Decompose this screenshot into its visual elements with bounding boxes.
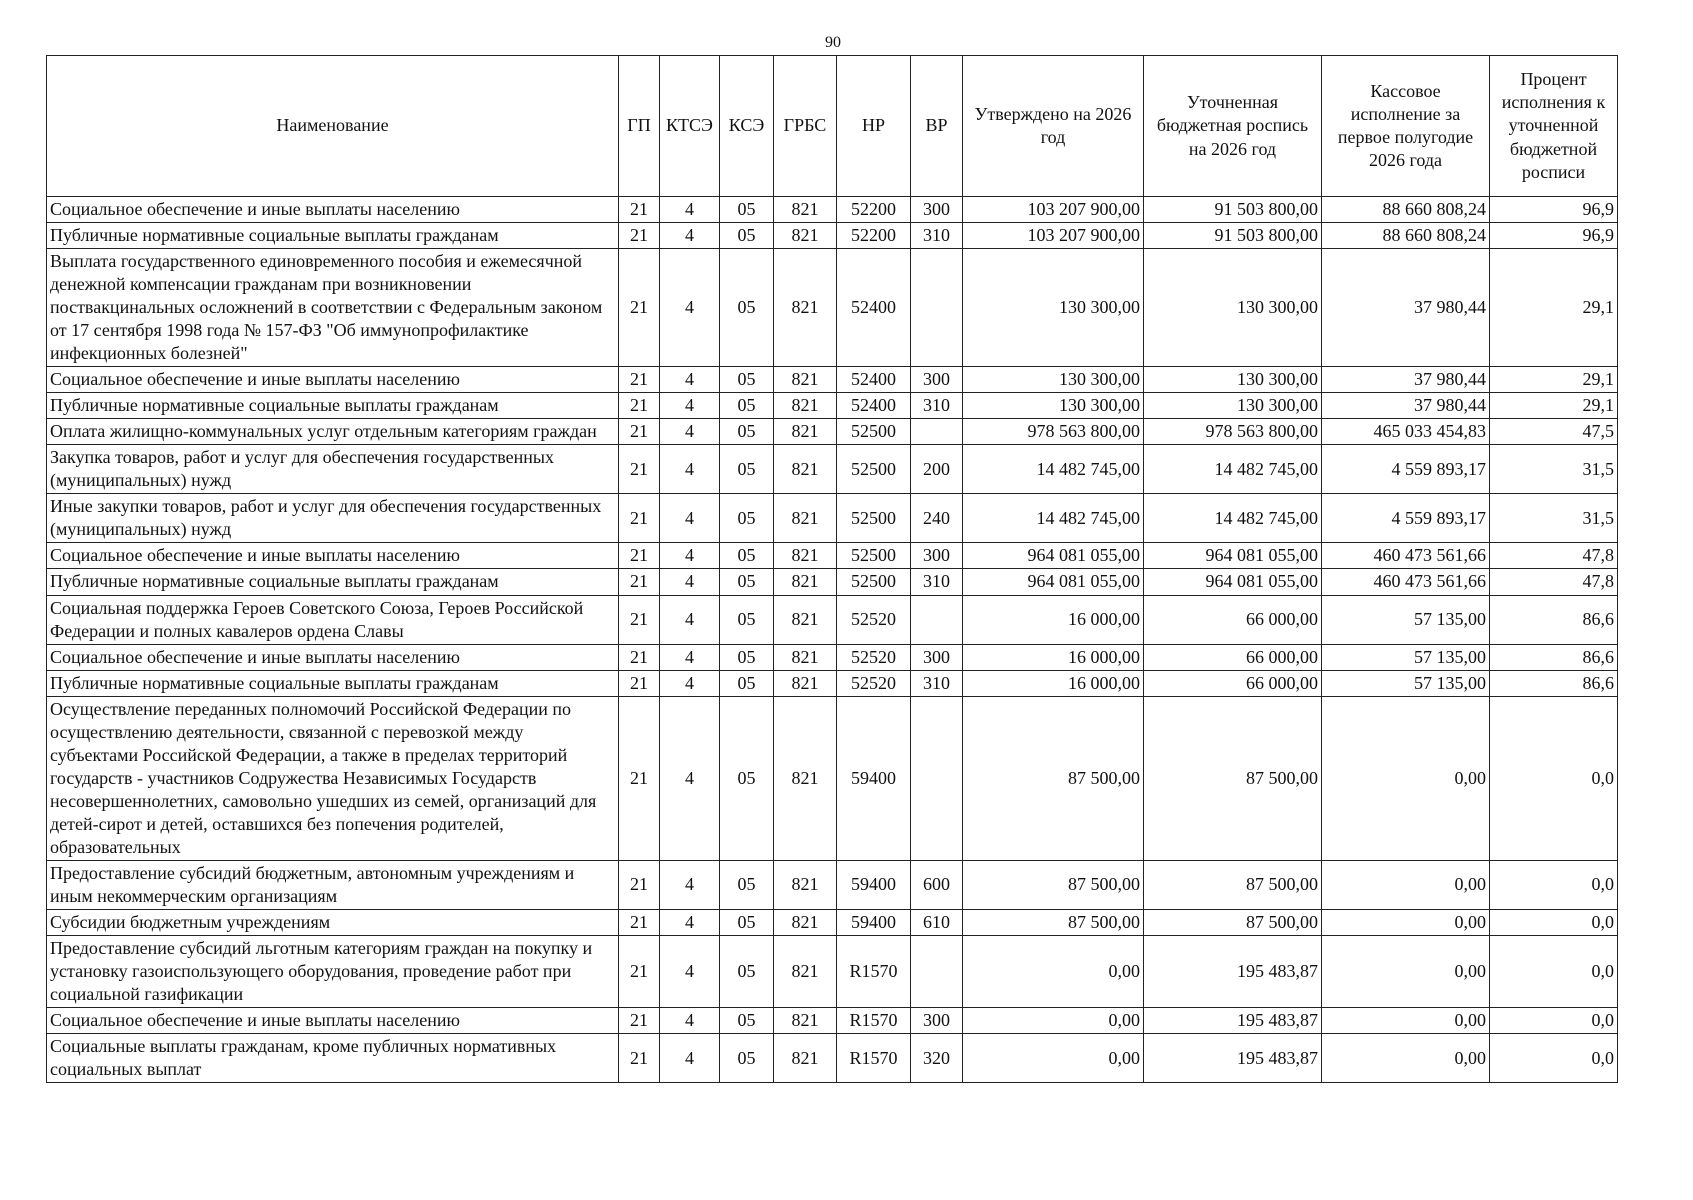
cell-name: Публичные нормативные социальные выплаты гражданам [47, 223, 619, 249]
cell-name: Социальное обеспечение и иные выплаты населению [47, 197, 619, 223]
cell-ktse: 4 [660, 543, 720, 569]
header-kse: КСЭ [720, 56, 774, 197]
cell-grbs: 821 [774, 543, 837, 569]
cell-cash: 37 980,44 [1322, 393, 1490, 419]
cell-nr: R1570 [837, 1008, 911, 1034]
table-row [47, 543, 1618, 569]
cell-percent: 29,1 [1490, 393, 1618, 419]
cell-cash: 0,00 [1322, 935, 1490, 1007]
cell-approved: 0,00 [963, 1008, 1144, 1034]
cell-approved: 87 500,00 [963, 860, 1144, 909]
table-row [47, 494, 1618, 543]
cell-name: Социальные выплаты гражданам, кроме публичных нормативных социальных выплат [47, 1034, 619, 1083]
cell-vr: 310 [911, 569, 963, 595]
cell-refined: 14 482 745,00 [1144, 445, 1322, 494]
cell-grbs: 821 [774, 223, 837, 249]
table-row [47, 644, 1618, 670]
cell-approved: 14 482 745,00 [963, 494, 1144, 543]
cell-nr: 52520 [837, 670, 911, 696]
cell-cash: 0,00 [1322, 1008, 1490, 1034]
cell-vr: 300 [911, 644, 963, 670]
cell-grbs: 821 [774, 367, 837, 393]
cell-ktse: 4 [660, 860, 720, 909]
table-row [47, 445, 1618, 494]
cell-vr: 300 [911, 1008, 963, 1034]
cell-percent: 0,0 [1490, 935, 1618, 1007]
table-row [47, 935, 1618, 1007]
cell-kse: 05 [720, 909, 774, 935]
cell-name: Социальное обеспечение и иные выплаты населению [47, 367, 619, 393]
cell-kse: 05 [720, 393, 774, 419]
table-row [47, 1008, 1618, 1034]
cell-approved: 0,00 [963, 935, 1144, 1007]
cell-grbs: 821 [774, 935, 837, 1007]
cell-grbs: 821 [774, 670, 837, 696]
cell-name: Оплата жилищно-коммунальных услуг отдельным категориям граждан [47, 419, 619, 445]
cell-nr: 59400 [837, 909, 911, 935]
cell-ktse: 4 [660, 909, 720, 935]
cell-ktse: 4 [660, 644, 720, 670]
cell-kse: 05 [720, 1034, 774, 1083]
cell-vr: 200 [911, 445, 963, 494]
cell-refined: 195 483,87 [1144, 935, 1322, 1007]
cell-name: Публичные нормативные социальные выплаты гражданам [47, 569, 619, 595]
header-grbs: ГРБС [774, 56, 837, 197]
cell-refined: 66 000,00 [1144, 670, 1322, 696]
table-row [47, 367, 1618, 393]
cell-ktse: 4 [660, 1008, 720, 1034]
cell-ktse: 4 [660, 696, 720, 860]
table-row [47, 1034, 1618, 1083]
cell-kse: 05 [720, 935, 774, 1007]
cell-nr: 52200 [837, 223, 911, 249]
cell-cash: 0,00 [1322, 909, 1490, 935]
cell-kse: 05 [720, 860, 774, 909]
cell-cash: 88 660 808,24 [1322, 223, 1490, 249]
cell-name: Социальная поддержка Героев Советского Союза, Героев Российской Федерации и полных кавалеров ордена Славы [47, 595, 619, 644]
cell-kse: 05 [720, 543, 774, 569]
cell-percent: 0,0 [1490, 860, 1618, 909]
cell-approved: 130 300,00 [963, 393, 1144, 419]
cell-gp: 21 [619, 644, 660, 670]
cell-approved: 964 081 055,00 [963, 543, 1144, 569]
cell-grbs: 821 [774, 494, 837, 543]
cell-grbs: 821 [774, 197, 837, 223]
cell-name: Предоставление субсидий бюджетным, автономным учреждениям и иным некоммерческим организациям [47, 860, 619, 909]
cell-name: Публичные нормативные социальные выплаты гражданам [47, 670, 619, 696]
cell-grbs: 821 [774, 445, 837, 494]
cell-name: Предоставление субсидий льготным категориям граждан на покупку и установку газоиспользующего оборудования, проведение работ при социальной газификации [47, 935, 619, 1007]
cell-refined: 87 500,00 [1144, 860, 1322, 909]
cell-grbs: 821 [774, 1008, 837, 1034]
cell-percent: 47,8 [1490, 569, 1618, 595]
cell-vr: 240 [911, 494, 963, 543]
cell-percent: 31,5 [1490, 445, 1618, 494]
cell-percent: 0,0 [1490, 1008, 1618, 1034]
cell-grbs: 821 [774, 569, 837, 595]
table-row [47, 909, 1618, 935]
cell-name: Социальное обеспечение и иные выплаты населению [47, 543, 619, 569]
cell-vr: 600 [911, 860, 963, 909]
cell-percent: 29,1 [1490, 249, 1618, 367]
cell-vr: 610 [911, 909, 963, 935]
cell-percent: 0,0 [1490, 909, 1618, 935]
cell-ktse: 4 [660, 569, 720, 595]
cell-gp: 21 [619, 569, 660, 595]
cell-ktse: 4 [660, 935, 720, 1007]
cell-approved: 130 300,00 [963, 249, 1144, 367]
cell-grbs: 821 [774, 644, 837, 670]
cell-approved: 964 081 055,00 [963, 569, 1144, 595]
cell-refined: 91 503 800,00 [1144, 197, 1322, 223]
cell-kse: 05 [720, 696, 774, 860]
cell-nr: 52400 [837, 367, 911, 393]
cell-cash: 465 033 454,83 [1322, 419, 1490, 445]
cell-percent: 96,9 [1490, 197, 1618, 223]
cell-ktse: 4 [660, 1034, 720, 1083]
table-row [47, 197, 1618, 223]
cell-ktse: 4 [660, 445, 720, 494]
cell-refined: 130 300,00 [1144, 367, 1322, 393]
header-name: Наименование [47, 56, 619, 197]
cell-percent: 86,6 [1490, 595, 1618, 644]
cell-name: Публичные нормативные социальные выплаты гражданам [47, 393, 619, 419]
cell-vr: 320 [911, 1034, 963, 1083]
cell-refined: 195 483,87 [1144, 1034, 1322, 1083]
cell-vr: 310 [911, 393, 963, 419]
cell-name: Закупка товаров, работ и услуг для обеспечения государственных (муниципальных) нужд [47, 445, 619, 494]
cell-name: Социальное обеспечение и иные выплаты населению [47, 644, 619, 670]
cell-vr: 310 [911, 223, 963, 249]
cell-nr: 52200 [837, 197, 911, 223]
cell-cash: 57 135,00 [1322, 644, 1490, 670]
cell-gp: 21 [619, 1034, 660, 1083]
cell-nr: 52500 [837, 445, 911, 494]
cell-percent: 86,6 [1490, 644, 1618, 670]
cell-gp: 21 [619, 935, 660, 1007]
cell-grbs: 821 [774, 909, 837, 935]
cell-refined: 66 000,00 [1144, 644, 1322, 670]
cell-approved: 0,00 [963, 1034, 1144, 1083]
cell-kse: 05 [720, 367, 774, 393]
cell-grbs: 821 [774, 1034, 837, 1083]
cell-gp: 21 [619, 494, 660, 543]
header-approved: Утверждено на 2026 год [963, 56, 1144, 197]
cell-cash: 57 135,00 [1322, 670, 1490, 696]
cell-kse: 05 [720, 1008, 774, 1034]
cell-percent: 0,0 [1490, 1034, 1618, 1083]
cell-nr: R1570 [837, 1034, 911, 1083]
cell-kse: 05 [720, 419, 774, 445]
cell-vr [911, 935, 963, 1007]
cell-name: Осуществление переданных полномочий Российской Федерации по осуществлению деятельности, связанной с перевозкой между субъектами Российской Федерации, а также в пределах территорий государств - участников Содружества Независимых Государств несовершеннолетних, самовольно ушедших из семей, организаций для детей-сирот и детей, оставшихся без попечения родителей, образовательных [47, 696, 619, 860]
cell-percent: 0,0 [1490, 696, 1618, 860]
cell-percent: 29,1 [1490, 367, 1618, 393]
table-row [47, 393, 1618, 419]
cell-refined: 87 500,00 [1144, 696, 1322, 860]
cell-refined: 91 503 800,00 [1144, 223, 1322, 249]
cell-grbs: 821 [774, 595, 837, 644]
cell-nr: 52400 [837, 249, 911, 367]
cell-cash: 4 559 893,17 [1322, 494, 1490, 543]
cell-gp: 21 [619, 1008, 660, 1034]
cell-gp: 21 [619, 197, 660, 223]
cell-approved: 87 500,00 [963, 909, 1144, 935]
cell-vr: 310 [911, 670, 963, 696]
cell-gp: 21 [619, 909, 660, 935]
cell-cash: 4 559 893,17 [1322, 445, 1490, 494]
cell-approved: 16 000,00 [963, 644, 1144, 670]
cell-gp: 21 [619, 860, 660, 909]
cell-vr [911, 595, 963, 644]
cell-gp: 21 [619, 595, 660, 644]
cell-cash: 88 660 808,24 [1322, 197, 1490, 223]
cell-grbs: 821 [774, 419, 837, 445]
cell-kse: 05 [720, 223, 774, 249]
cell-grbs: 821 [774, 860, 837, 909]
header-gp: ГП [619, 56, 660, 197]
cell-approved: 103 207 900,00 [963, 197, 1144, 223]
header-percent: Процент исполнения к уточненной бюджетной росписи [1490, 56, 1618, 197]
cell-cash: 0,00 [1322, 860, 1490, 909]
header-cash: Кассовое исполнение за первое полугодие 2026 года [1322, 56, 1490, 197]
cell-name: Выплата государственного единовременного пособия и ежемесячной денежной компенсации гражданам при возникновении поствакцинальных осложнений в соответствии с Федеральным законом от 17 сентября 1998 года № 157-ФЗ "Об иммунопрофилактике инфекционных болезней" [47, 249, 619, 367]
cell-grbs: 821 [774, 696, 837, 860]
cell-gp: 21 [619, 249, 660, 367]
cell-refined: 66 000,00 [1144, 595, 1322, 644]
cell-cash: 37 980,44 [1322, 367, 1490, 393]
cell-approved: 978 563 800,00 [963, 419, 1144, 445]
cell-kse: 05 [720, 494, 774, 543]
page-number: 90 [825, 34, 841, 51]
cell-vr [911, 419, 963, 445]
cell-nr: 52500 [837, 494, 911, 543]
cell-name: Субсидии бюджетным учреждениям [47, 909, 619, 935]
cell-refined: 195 483,87 [1144, 1008, 1322, 1034]
cell-gp: 21 [619, 696, 660, 860]
header-refined: Уточненная бюджетная роспись на 2026 год [1144, 56, 1322, 197]
cell-percent: 47,8 [1490, 543, 1618, 569]
cell-kse: 05 [720, 670, 774, 696]
cell-gp: 21 [619, 670, 660, 696]
cell-cash: 0,00 [1322, 1034, 1490, 1083]
cell-name: Иные закупки товаров, работ и услуг для обеспечения государственных (муниципальных) нужд [47, 494, 619, 543]
cell-refined: 130 300,00 [1144, 393, 1322, 419]
header-row [47, 56, 1618, 197]
cell-nr: 59400 [837, 860, 911, 909]
cell-ktse: 4 [660, 670, 720, 696]
cell-nr: 52500 [837, 569, 911, 595]
cell-cash: 0,00 [1322, 696, 1490, 860]
cell-vr [911, 696, 963, 860]
table-row [47, 223, 1618, 249]
cell-vr: 300 [911, 367, 963, 393]
cell-ktse: 4 [660, 393, 720, 419]
table-row [47, 249, 1618, 367]
table-row [47, 419, 1618, 445]
cell-nr: 52400 [837, 393, 911, 419]
cell-nr: 59400 [837, 696, 911, 860]
budget-table [46, 55, 1618, 1083]
cell-kse: 05 [720, 569, 774, 595]
cell-vr: 300 [911, 197, 963, 223]
cell-refined: 87 500,00 [1144, 909, 1322, 935]
cell-grbs: 821 [774, 249, 837, 367]
cell-approved: 87 500,00 [963, 696, 1144, 860]
cell-nr: 52500 [837, 543, 911, 569]
cell-percent: 47,5 [1490, 419, 1618, 445]
cell-percent: 31,5 [1490, 494, 1618, 543]
cell-approved: 130 300,00 [963, 367, 1144, 393]
table-row [47, 860, 1618, 909]
cell-vr: 300 [911, 543, 963, 569]
cell-kse: 05 [720, 644, 774, 670]
cell-cash: 37 980,44 [1322, 249, 1490, 367]
cell-gp: 21 [619, 223, 660, 249]
table-row [47, 595, 1618, 644]
cell-approved: 16 000,00 [963, 670, 1144, 696]
cell-kse: 05 [720, 249, 774, 367]
cell-nr: 52520 [837, 595, 911, 644]
header-nr: НР [837, 56, 911, 197]
cell-approved: 16 000,00 [963, 595, 1144, 644]
cell-ktse: 4 [660, 367, 720, 393]
cell-refined: 130 300,00 [1144, 249, 1322, 367]
cell-name: Социальное обеспечение и иные выплаты населению [47, 1008, 619, 1034]
table-row [47, 569, 1618, 595]
cell-ktse: 4 [660, 419, 720, 445]
cell-refined: 14 482 745,00 [1144, 494, 1322, 543]
cell-kse: 05 [720, 595, 774, 644]
cell-gp: 21 [619, 543, 660, 569]
cell-grbs: 821 [774, 393, 837, 419]
table-row [47, 696, 1618, 860]
cell-nr: 52500 [837, 419, 911, 445]
cell-nr: R1570 [837, 935, 911, 1007]
cell-refined: 978 563 800,00 [1144, 419, 1322, 445]
cell-gp: 21 [619, 367, 660, 393]
cell-ktse: 4 [660, 223, 720, 249]
cell-approved: 14 482 745,00 [963, 445, 1144, 494]
cell-cash: 57 135,00 [1322, 595, 1490, 644]
cell-cash: 460 473 561,66 [1322, 569, 1490, 595]
table-row [47, 670, 1618, 696]
cell-ktse: 4 [660, 249, 720, 367]
cell-percent: 96,9 [1490, 223, 1618, 249]
cell-gp: 21 [619, 445, 660, 494]
cell-kse: 05 [720, 197, 774, 223]
cell-kse: 05 [720, 445, 774, 494]
cell-ktse: 4 [660, 595, 720, 644]
cell-gp: 21 [619, 419, 660, 445]
cell-nr: 52520 [837, 644, 911, 670]
header-ktse: КТСЭ [660, 56, 720, 197]
cell-approved: 103 207 900,00 [963, 223, 1144, 249]
cell-gp: 21 [619, 393, 660, 419]
cell-refined: 964 081 055,00 [1144, 569, 1322, 595]
cell-ktse: 4 [660, 197, 720, 223]
header-vr: ВР [911, 56, 963, 197]
cell-ktse: 4 [660, 494, 720, 543]
cell-cash: 460 473 561,66 [1322, 543, 1490, 569]
cell-percent: 86,6 [1490, 670, 1618, 696]
cell-vr [911, 249, 963, 367]
cell-refined: 964 081 055,00 [1144, 543, 1322, 569]
